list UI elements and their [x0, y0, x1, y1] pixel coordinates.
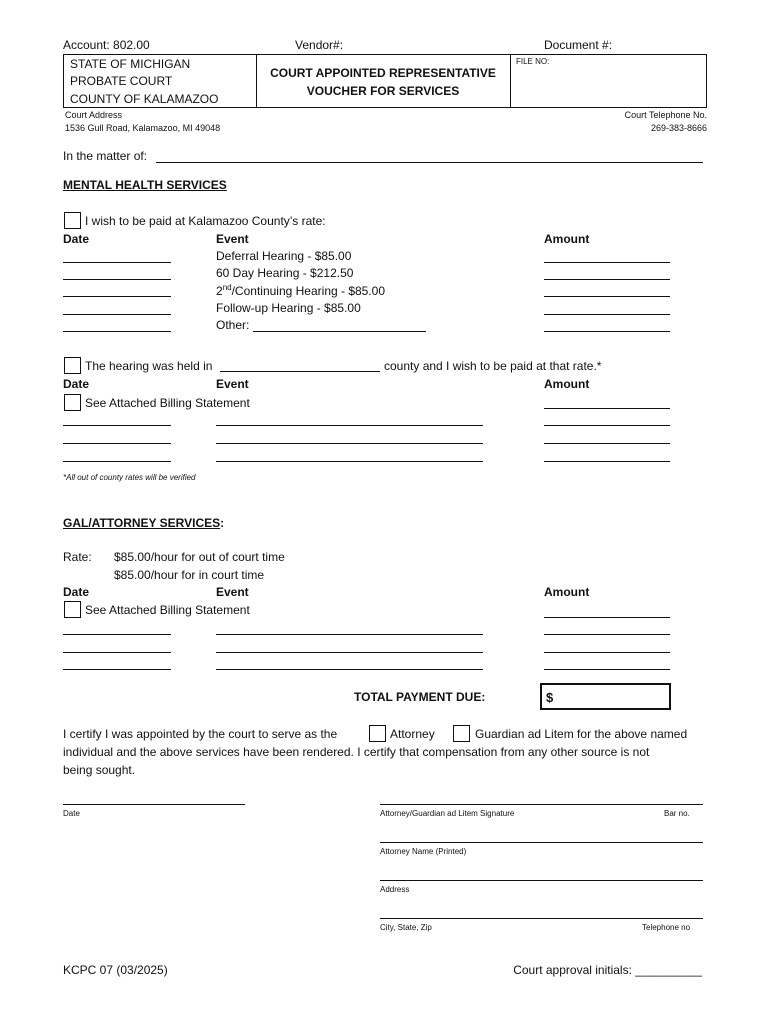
file-no-label: FILE NO:	[516, 57, 550, 66]
mh-date-field[interactable]	[63, 279, 171, 280]
attorney-name-label: Attorney Name (Printed)	[380, 847, 467, 856]
court-address: 1536 Gull Road, Kalamazoo, MI 49048	[65, 123, 221, 133]
mh2-event-field[interactable]	[216, 425, 483, 426]
mh2-date-field[interactable]	[63, 461, 171, 462]
mh2-amount-field[interactable]	[544, 408, 670, 409]
mh2-col-amount: Amount	[544, 377, 590, 391]
gal-event-field[interactable]	[216, 634, 483, 635]
mh-col-amount: Amount	[544, 232, 590, 246]
city-state-zip-label: City, State, Zip	[380, 923, 432, 932]
attorney-checkbox[interactable]	[369, 725, 386, 742]
rate-in-court: $85.00/hour for in court time	[114, 568, 265, 582]
court-phone: 269-383-8666	[650, 123, 707, 133]
mh2-col-date: Date	[63, 377, 90, 391]
attorney-signature-field[interactable]	[380, 804, 703, 805]
gal-date-field[interactable]	[63, 669, 171, 670]
bar-no-label: Bar no.	[664, 809, 690, 818]
event-continuing: 2nd/Continuing Hearing - $85.00	[216, 283, 386, 298]
total-label: TOTAL PAYMENT DUE:	[354, 690, 486, 704]
date-signature-field[interactable]	[63, 804, 245, 805]
matter-field[interactable]	[156, 162, 703, 163]
court-line-probate: PROBATE COURT	[70, 74, 173, 88]
gal-label: Guardian ad Litem for the above named	[475, 727, 688, 741]
mh2-date-field[interactable]	[63, 443, 171, 444]
mh2-event-field[interactable]	[216, 461, 483, 462]
attorney-label: Attorney	[390, 727, 435, 741]
gal-col-date: Date	[63, 585, 90, 599]
certify-prefix: I certify I was appointed by the court to serve as the	[63, 727, 338, 741]
other-field[interactable]	[253, 331, 426, 332]
mental-health-heading: MENTAL HEALTH SERVICES	[63, 178, 227, 192]
event-other: Other:	[216, 318, 250, 332]
voucher-title-line2: VOUCHER FOR SERVICES	[306, 84, 460, 98]
held-in-checkbox[interactable]	[64, 357, 81, 374]
held-in-county-field[interactable]	[220, 371, 380, 372]
gal-date-field[interactable]	[63, 634, 171, 635]
voucher-title-line1: COURT APPOINTED REPRESENTATIVE	[270, 66, 496, 80]
event-deferral: Deferral Hearing - $85.00	[216, 249, 352, 263]
mh2-event-field[interactable]	[216, 443, 483, 444]
mh-amount-field[interactable]	[544, 314, 670, 315]
held-in-prefix: The hearing was held in	[85, 359, 213, 373]
event-60-day: 60 Day Hearing - $212.50	[216, 266, 354, 280]
form-id: KCPC 07 (03/2025)	[63, 963, 168, 977]
header-divider-2	[510, 54, 511, 108]
gal-col-event: Event	[216, 585, 249, 599]
gal-amount-field[interactable]	[544, 634, 670, 635]
event-follow-up: Follow-up Hearing - $85.00	[216, 301, 361, 315]
mh-date-field[interactable]	[63, 314, 171, 315]
mh2-amount-field[interactable]	[544, 425, 670, 426]
rate-label: Rate:	[63, 550, 92, 564]
matter-label: In the matter of:	[63, 149, 148, 163]
mh-amount-field[interactable]	[544, 296, 670, 297]
mh-amount-field[interactable]	[544, 279, 670, 280]
mh-attached-checkbox[interactable]	[64, 394, 81, 411]
court-line-county: COUNTY OF KALAMAZOO	[70, 92, 219, 106]
court-approval-initials: Court approval initials: __________	[513, 963, 702, 977]
city-state-zip-field[interactable]	[380, 918, 703, 919]
certify-line3: being sought.	[63, 763, 136, 777]
mh2-col-event: Event	[216, 377, 249, 391]
county-rate-checkbox[interactable]	[64, 212, 81, 229]
gal-attached-label: See Attached Billing Statement	[85, 603, 250, 617]
mh2-amount-field[interactable]	[544, 443, 670, 444]
document-label: Document #:	[544, 38, 613, 52]
mh2-amount-field[interactable]	[544, 461, 670, 462]
court-address-label: Court Address	[65, 110, 123, 120]
gal-checkbox[interactable]	[453, 725, 470, 742]
county-rate-label: I wish to be paid at Kalamazoo County’s rate:	[85, 214, 326, 228]
gal-event-field[interactable]	[216, 669, 483, 670]
rate-out-of-court: $85.00/hour for out of court time	[114, 550, 285, 564]
mh-date-field[interactable]	[63, 331, 171, 332]
rates-footnote: *All out of county rates will be verified	[63, 473, 196, 482]
gal-heading: GAL/ATTORNEY SERVICES:	[63, 516, 225, 530]
account-label: Account: 802.00	[63, 38, 150, 52]
mh-col-event: Event	[216, 232, 249, 246]
total-field[interactable]	[540, 683, 671, 710]
mh-col-date: Date	[63, 232, 90, 246]
held-in-suffix: county and I wish to be paid at that rate.*	[384, 359, 602, 373]
telephone-label: Telephone no	[642, 923, 691, 932]
gal-amount-field[interactable]	[544, 652, 670, 653]
gal-col-amount: Amount	[544, 585, 590, 599]
mh-amount-field[interactable]	[544, 331, 670, 332]
gal-amount-field[interactable]	[544, 669, 670, 670]
address-field[interactable]	[380, 880, 703, 881]
mh-attached-label: See Attached Billing Statement	[85, 396, 250, 410]
court-line-state: STATE OF MICHIGAN	[70, 57, 191, 71]
gal-date-field[interactable]	[63, 652, 171, 653]
attorney-name-field[interactable]	[380, 842, 703, 843]
address-label: Address	[380, 885, 410, 894]
vendor-label: Vendor#:	[295, 38, 344, 52]
header-divider-1	[256, 54, 257, 108]
gal-amount-field[interactable]	[544, 617, 670, 618]
gal-attached-checkbox[interactable]	[64, 601, 81, 618]
gal-event-field[interactable]	[216, 652, 483, 653]
mh-date-field[interactable]	[63, 296, 171, 297]
mh-date-field[interactable]	[63, 262, 171, 263]
mh2-date-field[interactable]	[63, 425, 171, 426]
total-dollar-sign: $	[546, 690, 554, 705]
date-signature-label: Date	[63, 809, 80, 818]
court-phone-label: Court Telephone No.	[624, 110, 707, 120]
mh-amount-field[interactable]	[544, 262, 670, 263]
certify-line2: individual and the above services have been rendered. I certify that compensation from any other source is not	[63, 745, 650, 759]
attorney-signature-label: Attorney/Guardian ad Litem Signature	[380, 809, 515, 818]
